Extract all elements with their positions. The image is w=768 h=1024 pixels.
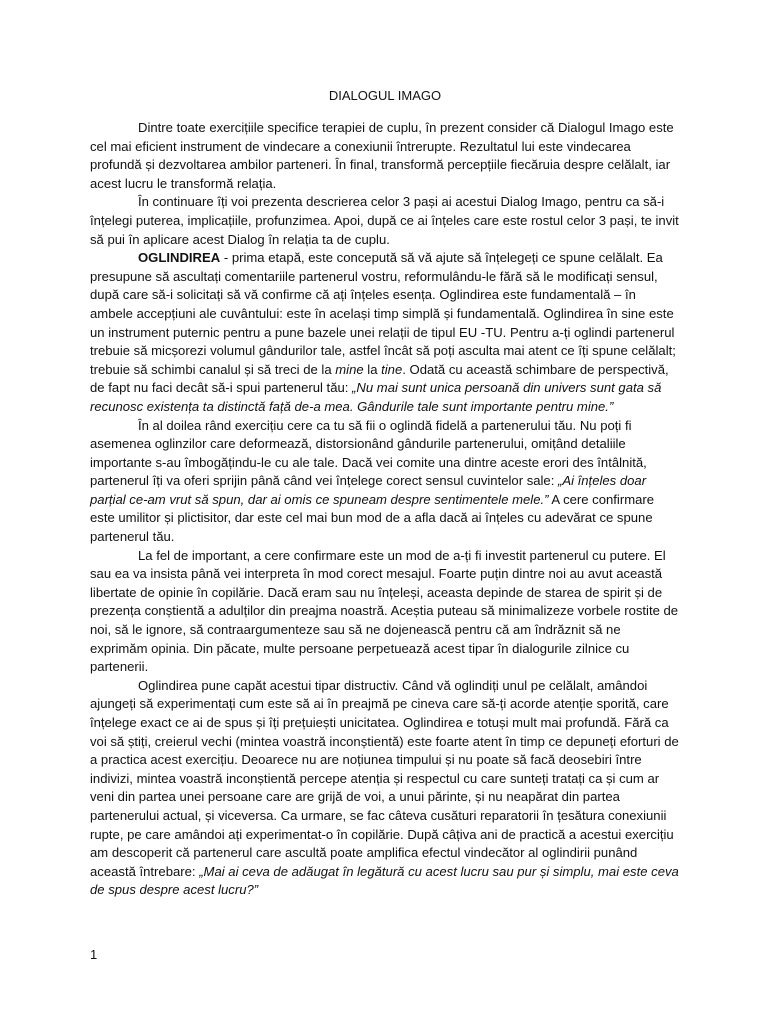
text-segment: la — [363, 361, 382, 377]
paragraph-steps: În continuare îți voi prezenta descrierea celor 3 pași ai acestui Dialog Imago, pentru ca să-i înțelegi puterea, implicațiile, profunzimea. Apoi, după ce ai înțeles care este rostul celor 3 pași, te invit să pui în aplicare acest Dialog în relația ta de cuplu. — [90, 194, 679, 247]
paragraph-confirmation: La fel de important, a cere confirmare este un mod de a-ți fi investit partenerul cu putere. El sau ea va insista până vei interpreta în mod corect mesajul. Foarte puțin dintre noi au avut această libertate de opinie în copilărie. Dacă eram sau nu înțeleși, aceasta depinde de starea de spirit și de prezența conștientă a adulților din preajma noastră. Aceștia puteau să minimalizeze vorbele rostite de noi, să le ignore, să contraargumenteze sau să ne dojenească pentru că am îndrăznit să ne exprimăm opinia. Din păcate, multe persoane perpetuează acest tipar în dialogurile zilnice cu partenerii. — [90, 547, 679, 675]
document-title: DIALOGUL IMAGO — [328, 88, 442, 103]
text-segment: - prima etapă, este concepută să vă ajute să înțelegeți ce spune celălalt. Ea presupune să ascultați comentariile partenerul vostru, reformulându-le fără să le modificați sensul, după care să-i solicitați să vă confirme că ați înțeles esența. Oglindirea este fundamentală – în ambele accepțiuni ale cuvântului: este în același timp simplă și fundamentală. Oglindirea în sine este un instrument puternic pentru a pune bazele unei relații de tipul EU -TU. Pentru a-ți oglindi partenerul trebuie să micșorezi volumul gândurilor tale, astfel încât să poți asculta mai atent ce îți spune celălalt; trebuie să schimbi canalul și să treci de la — [90, 250, 676, 377]
italic-quote: „Ai înțeles doar parțial ce-am vrut să spun, dar ai omis ce spuneam despre sentimentele mele.” — [90, 473, 647, 507]
paragraph-faithful-mirror — [90, 417, 680, 547]
text-segment: . Odată cu această schimbare de perspectivă, de fapt nu faci decât să-i spui partenerul tău: — [90, 361, 669, 396]
page-number: 1 — [90, 947, 98, 962]
text-segment: Oglindirea pune capăt acestui tipar distructiv. Când vă oglindiți unul pe celălalt, amândoi ajungeți să experimentați cum este să ai în preajmă pe cineva care să-ți acorde atenție sporită, care înțelege exact ce ai de spus și îți prețuiești unicitatea. Oglindirea e totuși mult mai profundă. Fără ca voi să știți, creierul vechi (mintea voastră inconștientă) este foarte atent în timp ce depuneți eforturi de a practica acest exercițiu. Deoarece nu are noțiunea timpului și nu poate să facă deosebiri între indivizi, mintea voastră inconștientă percepe atenția și respectul cu care sunteți tratați ca și cum ar veni din partea unei persoane care are grijă de voi, a unui părinte, și nu neapărat din partea partenerului actual, și viceversa. Ca urmare, se fac câteva cusături reparatorii în țesătura conexiunii rupte, pe care amândoi ați experimentat-o în copilărie. După câțiva ani de practică a acestui exercițiu am descoperit că partenerul care ascultă poate amplifica efectul vindecător al oglindirii punând această întrebare: — [90, 677, 679, 879]
paragraph-intro: Dintre toate exercițiile specifice terapiei de cuplu, în prezent consider că Dialogul Imago este cel mai eficient instrument de vindecare a conexiunii întrerupte. Rezultatul lui este vindecarea profundă și dezvoltarea ambilor parteneri. În final, transformă percepțiile fiecăruia despre celălalt, iar acest lucru le transformă relația. — [90, 120, 674, 191]
paragraph-oglindirea — [90, 249, 680, 416]
text-segment: În al doilea rând exercițiu cere ca tu să fii o oglindă fidelă a partenerului tău. Nu poți fi asemenea oglinzilor care deformează, distorsionând gândurile partenerului, omițând detaliile importante s-au îmbogățindu-le cu ale tale. Dacă vei comite una dintre aceste erori des întâlnită, partenerul îți va oferi sprijin până când vei înțelege corect sensul cuvintelor sale: — [90, 417, 647, 489]
italic-word-tine: tine — [381, 361, 403, 377]
italic-quote: „Mai ai ceva de adăugat în legătură cu acest lucru sau pur și simplu, mai este ceva de spus despre acest lucru?” — [90, 863, 679, 898]
text-segment: A cere confirmare este umilitor și plictisitor, dar este cel mai bun mod de a afla dacă ai înțeles cu adevărat ce spune partenerul tău. — [90, 491, 655, 545]
italic-quote: „Nu mai sunt unica persoană din univers sunt gata să recunosc existența ta distinctă față de-a mea. Gândurile tale sunt importante pentru mine.” — [90, 380, 662, 414]
document-page — [90, 86, 680, 900]
paragraph-destructive-pattern — [90, 677, 680, 900]
italic-word-mine: mine — [335, 361, 364, 377]
heading-oglindirea: OGLINDIREA — [138, 250, 221, 266]
